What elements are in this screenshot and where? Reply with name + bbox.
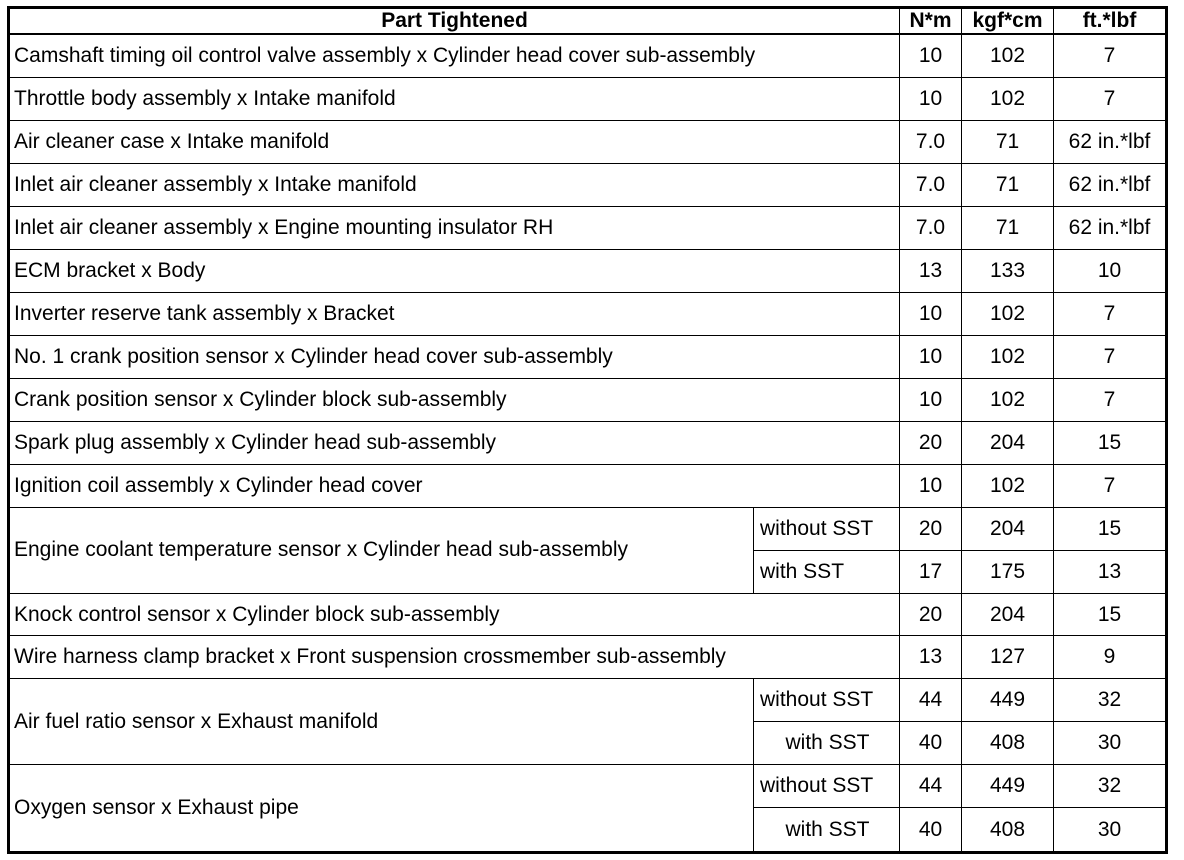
nm-cell: 7.0 (900, 164, 962, 207)
ftlbf-cell: 13 (1054, 550, 1167, 593)
kgfcm-cell: 449 (962, 765, 1054, 808)
ftlbf-cell: 32 (1054, 679, 1167, 722)
ftlbf-cell: 62 in.*lbf (1054, 121, 1167, 164)
nm-cell: 44 (900, 765, 962, 808)
kgfcm-cell: 449 (962, 679, 1054, 722)
ftlbf-cell: 62 in.*lbf (1054, 207, 1167, 250)
nm-cell: 10 (900, 335, 962, 378)
torque-spec-table (7, 6, 1168, 854)
condition-cell: with SST (754, 722, 900, 765)
ftlbf-cell: 7 (1054, 78, 1167, 121)
table-row (9, 121, 1167, 164)
nm-cell: 7.0 (900, 207, 962, 250)
table-row (9, 679, 1167, 722)
ftlbf-cell: 7 (1054, 378, 1167, 421)
table-row (9, 207, 1167, 250)
condition-cell: with SST (754, 550, 900, 593)
part-cell: Oxygen sensor x Exhaust pipe (9, 765, 754, 853)
header-kgfcm: kgf*cm (962, 8, 1054, 35)
nm-cell: 13 (900, 636, 962, 679)
nm-cell: 20 (900, 421, 962, 464)
kgfcm-cell: 102 (962, 464, 1054, 507)
kgfcm-cell: 204 (962, 421, 1054, 464)
kgfcm-cell: 408 (962, 722, 1054, 765)
part-cell: Inlet air cleaner assembly x Engine mounting insulator RH (9, 207, 900, 250)
kgfcm-cell: 204 (962, 593, 1054, 636)
table-row (9, 593, 1167, 636)
table-row (9, 335, 1167, 378)
kgfcm-cell: 408 (962, 808, 1054, 853)
ftlbf-cell: 30 (1054, 722, 1167, 765)
nm-cell: 40 (900, 808, 962, 853)
nm-cell: 20 (900, 593, 962, 636)
nm-cell: 17 (900, 550, 962, 593)
nm-cell: 10 (900, 34, 962, 78)
ftlbf-cell: 15 (1054, 593, 1167, 636)
kgfcm-cell: 102 (962, 34, 1054, 78)
table-row (9, 378, 1167, 421)
header-ftlbf: ft.*lbf (1054, 8, 1167, 35)
nm-cell: 10 (900, 464, 962, 507)
nm-cell: 10 (900, 378, 962, 421)
part-cell: Air cleaner case x Intake manifold (9, 121, 900, 164)
part-cell: Inverter reserve tank assembly x Bracket (9, 292, 900, 335)
ftlbf-cell: 10 (1054, 250, 1167, 293)
header-row (9, 8, 1167, 35)
kgfcm-cell: 71 (962, 164, 1054, 207)
table-row (9, 250, 1167, 293)
condition-cell: with SST (754, 808, 900, 853)
ftlbf-cell: 7 (1054, 292, 1167, 335)
part-cell: No. 1 crank position sensor x Cylinder head cover sub-assembly (9, 335, 900, 378)
part-cell: Knock control sensor x Cylinder block sub-assembly (9, 593, 900, 636)
table-row (9, 164, 1167, 207)
ftlbf-cell: 30 (1054, 808, 1167, 853)
condition-cell: without SST (754, 507, 900, 550)
part-cell: Inlet air cleaner assembly x Intake manifold (9, 164, 900, 207)
kgfcm-cell: 71 (962, 121, 1054, 164)
nm-cell: 44 (900, 679, 962, 722)
nm-cell: 7.0 (900, 121, 962, 164)
kgfcm-cell: 127 (962, 636, 1054, 679)
part-cell: ECM bracket x Body (9, 250, 900, 293)
part-cell: Engine coolant temperature sensor x Cylinder head sub-assembly (9, 507, 754, 593)
kgfcm-cell: 175 (962, 550, 1054, 593)
nm-cell: 40 (900, 722, 962, 765)
table-row (9, 292, 1167, 335)
table-row (9, 78, 1167, 121)
ftlbf-cell: 32 (1054, 765, 1167, 808)
table-row (9, 34, 1167, 78)
part-cell: Ignition coil assembly x Cylinder head cover (9, 464, 900, 507)
nm-cell: 20 (900, 507, 962, 550)
ftlbf-cell: 7 (1054, 335, 1167, 378)
part-cell: Spark plug assembly x Cylinder head sub-assembly (9, 421, 900, 464)
kgfcm-cell: 71 (962, 207, 1054, 250)
part-cell: Throttle body assembly x Intake manifold (9, 78, 900, 121)
kgfcm-cell: 102 (962, 78, 1054, 121)
part-cell: Camshaft timing oil control valve assembly x Cylinder head cover sub-assembly (9, 34, 900, 78)
kgfcm-cell: 204 (962, 507, 1054, 550)
kgfcm-cell: 133 (962, 250, 1054, 293)
table-row (9, 464, 1167, 507)
ftlbf-cell: 62 in.*lbf (1054, 164, 1167, 207)
table-row (9, 636, 1167, 679)
ftlbf-cell: 7 (1054, 34, 1167, 78)
table-row (9, 507, 1167, 550)
part-cell: Wire harness clamp bracket x Front suspension crossmember sub-assembly (9, 636, 900, 679)
header-part-tightened: Part Tightened (9, 8, 900, 35)
condition-cell: without SST (754, 679, 900, 722)
table-row (9, 421, 1167, 464)
kgfcm-cell: 102 (962, 335, 1054, 378)
part-cell: Crank position sensor x Cylinder block sub-assembly (9, 378, 900, 421)
ftlbf-cell: 7 (1054, 464, 1167, 507)
ftlbf-cell: 9 (1054, 636, 1167, 679)
nm-cell: 13 (900, 250, 962, 293)
condition-cell: without SST (754, 765, 900, 808)
nm-cell: 10 (900, 292, 962, 335)
part-cell: Air fuel ratio sensor x Exhaust manifold (9, 679, 754, 765)
kgfcm-cell: 102 (962, 378, 1054, 421)
header-nm: N*m (900, 8, 962, 35)
nm-cell: 10 (900, 78, 962, 121)
ftlbf-cell: 15 (1054, 421, 1167, 464)
kgfcm-cell: 102 (962, 292, 1054, 335)
ftlbf-cell: 15 (1054, 507, 1167, 550)
table-row (9, 765, 1167, 808)
